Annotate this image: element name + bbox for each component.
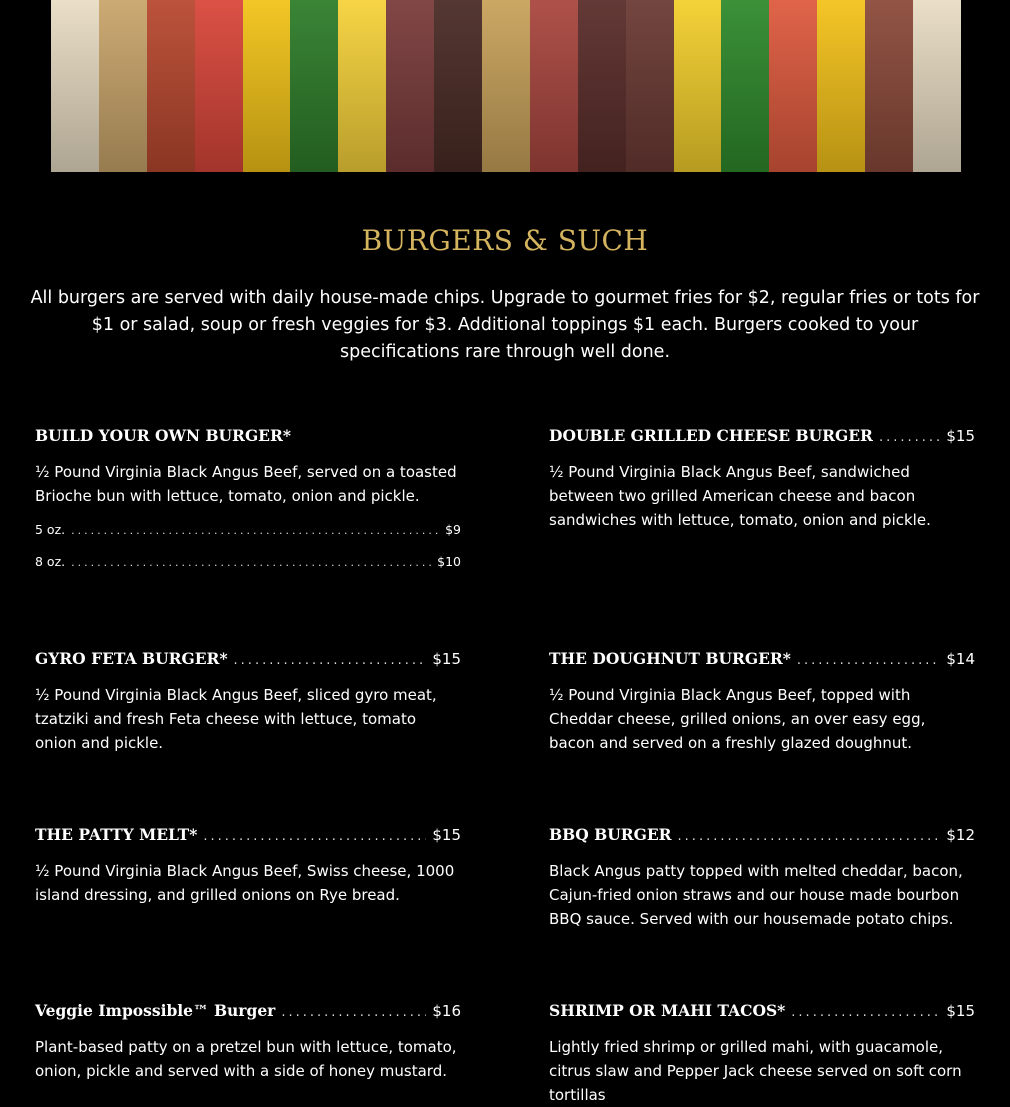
hero-band	[51, 0, 99, 172]
item-description: Black Angus patty topped with melted cheddar, bacon, Cajun-fried onion straws and our house made bourbon BBQ sauce. Served with our housemade potato chips.	[549, 862, 963, 928]
menu-item-double-grilled-cheese	[549, 426, 975, 532]
item-description: ½ Pound Virginia Black Angus Beef, sandwiched between two grilled American cheese and bacon sandwiches with lettuce, tomato, onion and pickle.	[549, 463, 931, 529]
size-price: $9	[445, 522, 461, 537]
hero-band	[338, 0, 386, 172]
item-price: $15	[946, 1002, 975, 1020]
leader-dots	[678, 830, 941, 843]
hero-band	[769, 0, 817, 172]
section-title: BURGERS & SUCH	[361, 224, 649, 257]
hero-band	[578, 0, 626, 172]
menu-item-patty-melt	[35, 825, 461, 907]
hero-band	[243, 0, 291, 172]
section-intro: All burgers are served with daily house-made chips. Upgrade to gourmet fries for $2, regular fries or tots for $1 or salad, soup or fresh veggies for $3. Additional toppings $1 each. Burgers cooked to your specifications rare through well done.	[30, 288, 980, 362]
menu-item-gyro-feta	[35, 649, 461, 755]
item-description: Plant-based patty on a pretzel bun with lettuce, tomato, onion, pickle and served with a side of honey mustard.	[35, 1038, 457, 1080]
item-description: ½ Pound Virginia Black Angus Beef, sliced gyro meat, tzatziki and fresh Feta cheese with lettuce, tomato onion and pickle.	[35, 686, 437, 752]
leader-dots	[879, 431, 940, 444]
menu-item-veggie-impossible	[35, 1001, 461, 1083]
hero-band	[99, 0, 147, 172]
menu-item-build-your-own	[35, 426, 461, 569]
item-name: DOUBLE GRILLED CHEESE BURGER	[549, 426, 873, 445]
hero-band	[865, 0, 913, 172]
hero-band	[721, 0, 769, 172]
size-label: 5 oz.	[35, 522, 66, 537]
size-option	[35, 522, 461, 537]
size-price: $10	[437, 554, 461, 569]
hero-band	[482, 0, 530, 172]
item-name: THE DOUGHNUT BURGER*	[549, 649, 791, 668]
hero-band	[530, 0, 578, 172]
leader-dots	[234, 654, 427, 667]
item-price: $14	[946, 650, 975, 668]
item-description: ½ Pound Virginia Black Angus Beef, topped with Cheddar cheese, grilled onions, an over easy egg, bacon and served on a freshly glazed doughnut.	[549, 686, 926, 752]
hero-band	[386, 0, 434, 172]
menu-item-bbq-burger	[549, 825, 975, 931]
size-option	[35, 554, 461, 569]
hero-band	[674, 0, 722, 172]
hero-band	[290, 0, 338, 172]
item-name: Veggie Impossible™ Burger	[35, 1001, 276, 1020]
leader-dots	[71, 557, 431, 568]
hero-band	[434, 0, 482, 172]
leader-dots	[797, 654, 940, 667]
item-price: $12	[946, 826, 975, 844]
hero-band	[147, 0, 195, 172]
item-name: SHRIMP OR MAHI TACOS*	[549, 1001, 786, 1020]
item-name: BUILD YOUR OWN BURGER*	[35, 426, 291, 445]
item-description: ½ Pound Virginia Black Angus Beef, Swiss cheese, 1000 island dressing, and grilled onions on Rye bread.	[35, 862, 455, 904]
item-price: $16	[432, 1002, 461, 1020]
hero-image	[51, 0, 961, 172]
leader-dots	[791, 1006, 940, 1019]
hero-band	[913, 0, 961, 172]
hero-band	[195, 0, 243, 172]
item-price: $15	[432, 650, 461, 668]
item-description: Lightly fried shrimp or grilled mahi, with guacamole, citrus slaw and Pepper Jack cheese served on soft corn tortillas	[549, 1038, 962, 1104]
item-name: THE PATTY MELT*	[35, 825, 198, 844]
leader-dots	[281, 1006, 426, 1019]
menu-item-shrimp-mahi-tacos	[549, 1001, 975, 1107]
item-description: ½ Pound Virginia Black Angus Beef, served on a toasted Brioche bun with lettuce, tomato, onion and pickle.	[35, 463, 457, 505]
item-name: BBQ BURGER	[549, 825, 672, 844]
menu-item-doughnut-burger	[549, 649, 975, 755]
item-price: $15	[946, 427, 975, 445]
leader-dots	[203, 830, 426, 843]
hero-band	[626, 0, 674, 172]
item-name: GYRO FETA BURGER*	[35, 649, 228, 668]
hero-band	[817, 0, 865, 172]
item-price: $15	[432, 826, 461, 844]
leader-dots	[71, 525, 439, 536]
size-label: 8 oz.	[35, 554, 66, 569]
